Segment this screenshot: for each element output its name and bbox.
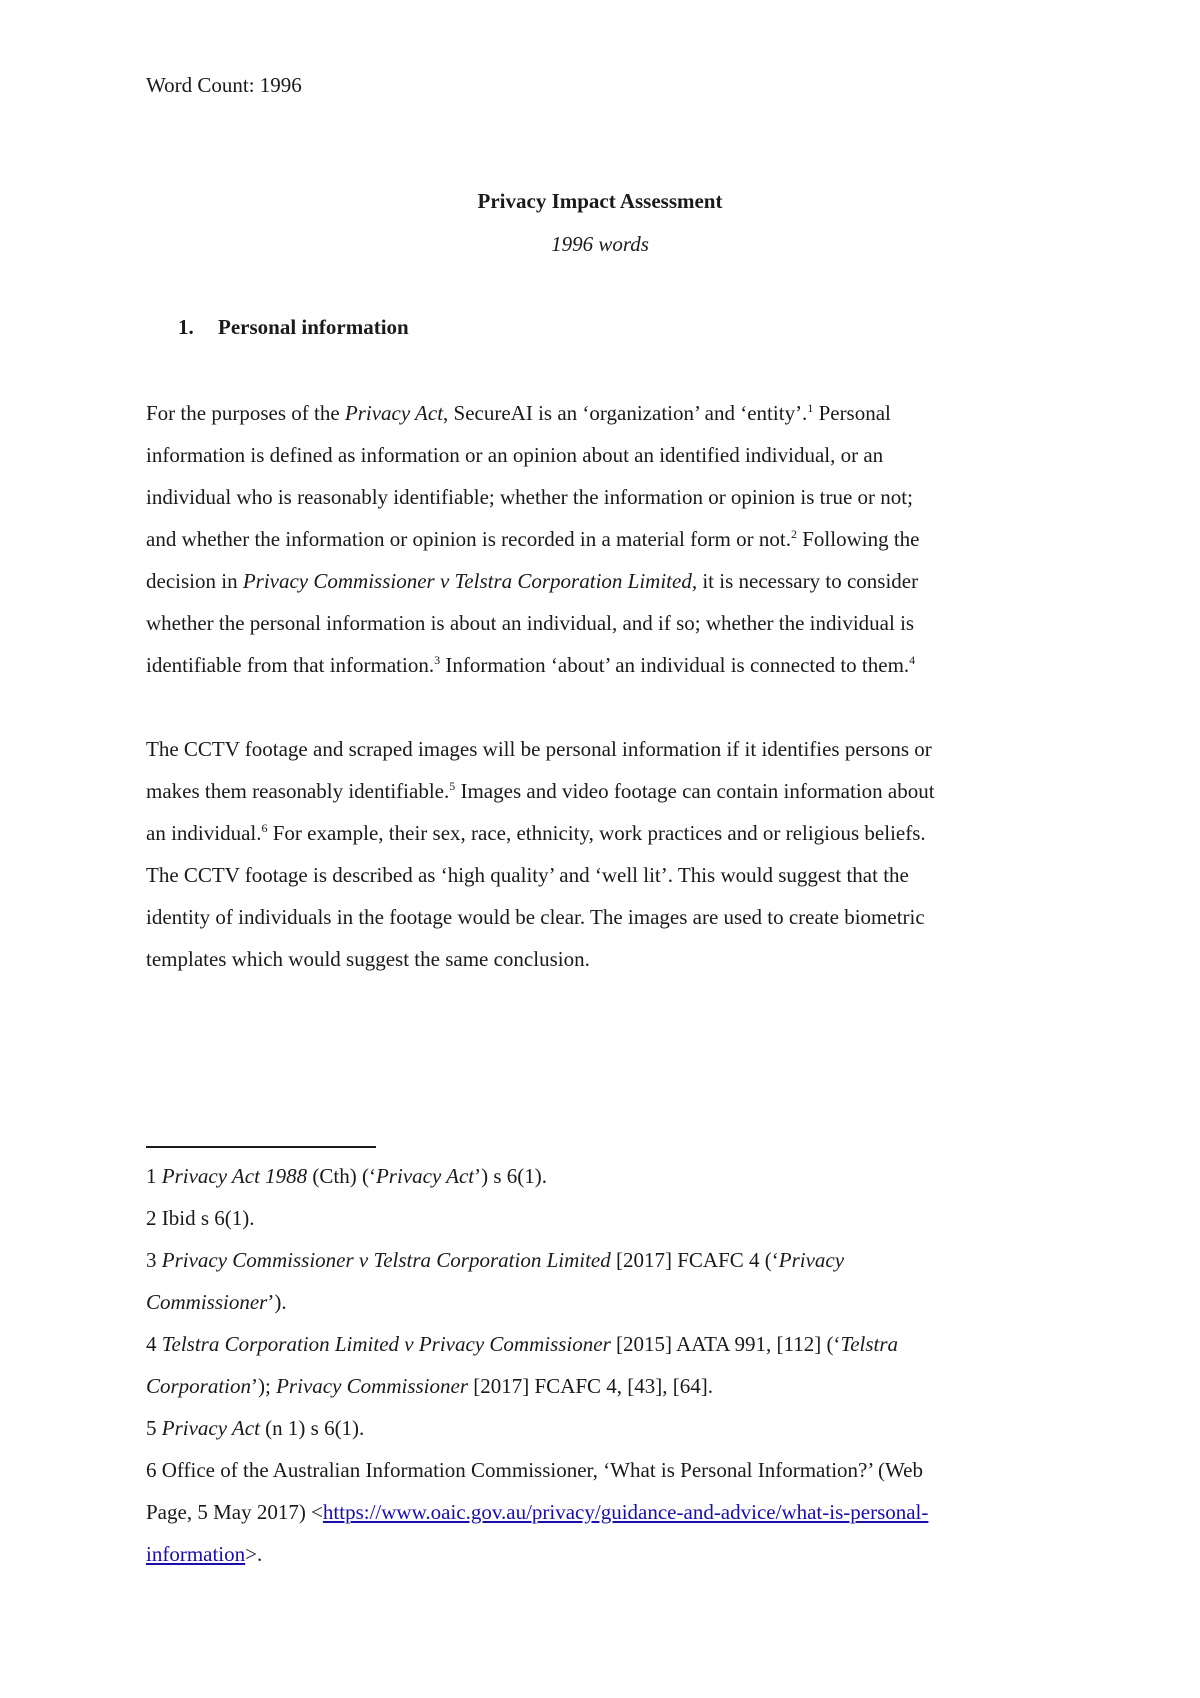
- paragraph-line: [146, 518, 1066, 560]
- text-run: Page, 5 May 2017) <: [146, 1500, 323, 1524]
- text-run: [2015] AATA 991, [112] (‘: [610, 1332, 841, 1356]
- footnote-separator: [146, 1146, 376, 1148]
- text-run: Images and video footage can contain information about: [455, 779, 935, 803]
- italic-text: Corporation: [146, 1374, 252, 1398]
- text-run: , SecureAI is an ‘organization’ and ‘entity’.: [443, 401, 808, 425]
- italic-text: Privacy Commissioner: [276, 1374, 469, 1398]
- text-run: Personal: [813, 401, 891, 425]
- text-run: Following the: [796, 527, 920, 551]
- footnote-ref-1[interactable]: 1: [807, 401, 814, 415]
- footnote-5: [146, 1407, 1076, 1449]
- text-run: For example, their sex, race, ethnicity, work practices and or religious beliefs.: [267, 821, 926, 845]
- footnote-ref-6[interactable]: 6: [261, 821, 268, 835]
- text-run: ’);: [251, 1374, 277, 1398]
- italic-text: Privacy Commissioner v Telstra Corporation Limited,: [242, 569, 698, 593]
- paragraph-line: [146, 812, 1066, 854]
- word-count: Word Count: 1996: [146, 73, 302, 97]
- text-run: [2017] FCAFC 4 (‘: [610, 1248, 779, 1272]
- italic-text: Privacy Act: [344, 401, 444, 425]
- text-run: ’) s 6(1).: [474, 1164, 548, 1188]
- paragraph-line: [146, 770, 1066, 812]
- footnote-number: 3: [146, 1248, 162, 1272]
- paragraph-1: [146, 392, 1066, 686]
- footnote-3: [146, 1239, 1076, 1281]
- paragraph-line: individual who is reasonably identifiable; whether the information or opinion is true or not;: [146, 485, 913, 509]
- footnote-6-continued: [146, 1533, 1076, 1575]
- footnote-number: 5: [146, 1416, 162, 1440]
- text-run: [2017] FCAFC 4, [43], [64].: [468, 1374, 714, 1398]
- footnote-ref-3[interactable]: 3: [434, 653, 441, 667]
- oaic-link-continued[interactable]: information: [146, 1542, 246, 1566]
- text-run: decision in: [146, 569, 243, 593]
- footnotes: [146, 1155, 1076, 1575]
- italic-text: Privacy Act: [375, 1164, 475, 1188]
- footnote-4-continued: [146, 1365, 1076, 1407]
- oaic-link[interactable]: https://www.oaic.gov.au/privacy/guidance-and-advice/what-is-personal-: [322, 1500, 929, 1524]
- text-run: and whether the information or opinion is recorded in a material form or not.: [146, 527, 791, 551]
- italic-text: Privacy Act 1988: [161, 1164, 308, 1188]
- document-subtitle: 1996 words: [551, 232, 649, 256]
- paragraph-line: The CCTV footage is described as ‘high quality’ and ‘well lit’. This would suggest that the: [146, 863, 909, 887]
- paragraph-line: [146, 392, 1066, 434]
- paragraph-line: The CCTV footage and scraped images will be personal information if it identifies persons or: [146, 737, 932, 761]
- footnote-1: [146, 1155, 1076, 1197]
- italic-text: Telstra Corporation Limited v Privacy Commissioner: [161, 1332, 611, 1356]
- text-run: it is necessary to consider: [697, 569, 919, 593]
- text-run: makes them reasonably identifiable.: [146, 779, 450, 803]
- italic-text: Privacy: [778, 1248, 845, 1272]
- text-run: an individual.: [146, 821, 262, 845]
- footnote-number: 1: [146, 1164, 162, 1188]
- text-run: (n 1) s 6(1).: [259, 1416, 365, 1440]
- paragraph-2: [146, 728, 1066, 980]
- footnote-3-continued: [146, 1281, 1076, 1323]
- paragraph-line: [146, 560, 1066, 602]
- footnote-2: 2 Ibid s 6(1).: [146, 1206, 255, 1230]
- italic-text: Privacy Commissioner v Telstra Corporation Limited: [161, 1248, 611, 1272]
- italic-text: Telstra: [840, 1332, 899, 1356]
- text-run: Information ‘about’ an individual is connected to them.: [440, 653, 910, 677]
- footnote-6-continued: [146, 1491, 1076, 1533]
- text-run: identifiable from that information.: [146, 653, 435, 677]
- paragraph-line: information is defined as information or an opinion about an identified individual, or an: [146, 443, 884, 467]
- paragraph-line: identity of individuals in the footage would be clear. The images are used to create biometric: [146, 905, 925, 929]
- footnote-number: 4: [146, 1332, 162, 1356]
- section-number: 1.: [178, 315, 194, 339]
- footnote-ref-5[interactable]: 5: [449, 779, 456, 793]
- text-run: ’).: [267, 1290, 287, 1314]
- document-title: Privacy Impact Assessment: [477, 189, 723, 213]
- footnote-ref-4[interactable]: 4: [909, 653, 916, 667]
- text-run: >.: [245, 1542, 263, 1566]
- paragraph-line: whether the personal information is about an individual, and if so; whether the individual is: [146, 611, 915, 635]
- paragraph-line: [146, 644, 1066, 686]
- section-title: Personal information: [218, 315, 409, 339]
- text-run: For the purposes of the: [146, 401, 345, 425]
- footnote-4: [146, 1323, 1076, 1365]
- italic-text: Commissioner: [146, 1290, 268, 1314]
- footnote-6: 6 Office of the Australian Information Commissioner, ‘What is Personal Information?’ (Web: [146, 1458, 923, 1482]
- text-run: (Cth) (‘: [307, 1164, 376, 1188]
- footnote-ref-2[interactable]: 2: [790, 527, 797, 541]
- italic-text: Privacy Act: [161, 1416, 260, 1440]
- paragraph-line: templates which would suggest the same conclusion.: [146, 947, 590, 971]
